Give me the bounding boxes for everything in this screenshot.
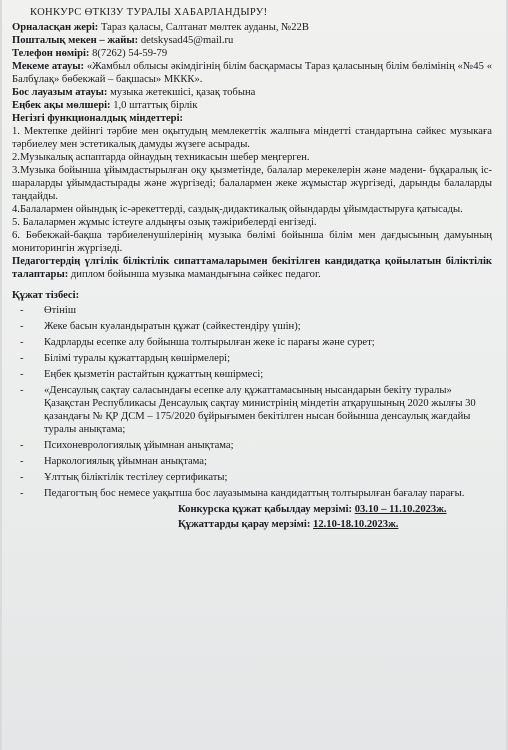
salary-label: Еңбек ақы мөлшері: xyxy=(12,100,111,111)
organization-value: «Жамбыл облысы әкімдігінің білім басқармасы Тараз қаласының білім бөлімінің «№45 « Балбұлақ» бөбекжай – бақшасы» МККК». xyxy=(12,61,492,85)
organization-line xyxy=(12,60,492,86)
document-text: Еңбек қызметін растайтын құжаттың көшірмесі; xyxy=(44,369,264,380)
email-line xyxy=(12,34,492,47)
documents-list xyxy=(12,304,492,500)
documents-header: Құжат тізбесі: xyxy=(12,290,80,301)
qualification-label: Педагогтердің үлгілік біліктілік сипаттамаларымен бекітілген кандидатқа қойылатын біліктілік талаптары: xyxy=(12,256,492,280)
salary-line xyxy=(12,99,492,112)
vacancy-label: Бос лауазым атауы: xyxy=(12,87,108,98)
organization-label: Мекеме атауы: xyxy=(12,61,85,72)
announcement-page xyxy=(2,0,506,750)
document-text: Өтініш xyxy=(44,305,76,316)
document-text: Ұлттық біліктілік тестілеу сертификаты; xyxy=(44,472,228,483)
review-deadline xyxy=(178,518,492,531)
duty-item: 4.Балалармен ойындық іс-әрекеттерді, саздық-дидактикалық ойындарды ұйымдастыруға қатысады. xyxy=(12,204,463,215)
qualification-value: диплом бойынша музыка мамандығына сәйкес педагог. xyxy=(68,269,321,280)
submission-label: Конкурска құжат қабылдау мерзімі: xyxy=(178,504,355,515)
duty-item: 1. Мектепке дейінгі тәрбие мен оқытудың мемлекеттік жалпыға міндетті стандартына сәйкес музыкаға тәрбиелеу мен эстетикалық дамуды жүзеге асырады. xyxy=(12,126,492,150)
qualification-line xyxy=(12,255,492,281)
list-item: - Кадрларды есепке алу бойынша толтырылған жеке іс парағы және сурет; xyxy=(20,337,375,348)
document-text: Кадрларды есепке алу бойынша толтырылған жеке іс парағы және сурет; xyxy=(44,337,375,348)
list-item: - Ұлттық біліктілік тестілеу сертификаты; xyxy=(20,472,228,483)
duties-header: Негізгі функционалдық міндеттері: xyxy=(12,113,184,124)
location-line xyxy=(12,21,492,34)
duty-item: 6. Бөбекжай-бақша тәрбиеленушілерінің музыка бөлімі бойынша білім мен дағдысының дамуының мониторингін жүргізеді. xyxy=(12,230,492,254)
submission-dates: 03.10 – 11.10.2023ж. xyxy=(354,504,447,515)
list-item: - Педагогтың бос немесе уақытша бос лауазымына кандидаттың толтырылған бағалау парағы. xyxy=(20,488,465,499)
salary-value: 1,0 штаттық бірлік xyxy=(110,100,198,111)
document-text: Жеке басын куәландыратын құжат (сәйкестендіру үшін); xyxy=(44,321,301,332)
document-text: Білімі туралы құжаттардың көшірмелері; xyxy=(44,353,231,364)
submission-deadline xyxy=(178,503,492,516)
list-item: - Жеке басын куәландыратын құжат (сәйкестендіру үшін); xyxy=(20,321,301,332)
list-item: - «Денсаулық сақтау саласындағы есепке алу құжаттамасының нысандарын бекіту туралы» Қазақстан Республикасы Денсаулық сақтау министрінің міндетін атқарушының 2020 жылғы 30 қазандағы № ҚР ДСМ – 175/2020 бұйрығымен бекітілген нысан бойынша денсаулық жағдайы туралы анықтама; xyxy=(20,385,476,435)
list-item: - Білімі туралы құжаттардың көшірмелері; xyxy=(20,353,231,364)
review-label: Құжаттарды қарау мерзімі: xyxy=(178,519,314,530)
duty-item: 5. Балалармен жұмыс істеуге алдыңғы озық тәжірибелерді енгізеді. xyxy=(12,217,317,228)
duty-item: 3.Музыка бойынша ұйымдастырылған оқу қызметінде, балалар мерекелерін және мәдени- бұқаралық іс-шараларды ұйымдастырады және жүргізеді; балалармен жеке жұмыстар жүргізеді, дарынды балаларды таңдайды. xyxy=(12,165,492,202)
email-label: Пошталық мекен – жайы: xyxy=(12,35,139,46)
document-text: Психоневрологиялық ұйымнан анықтама; xyxy=(44,440,234,451)
page-title: КОНКУРС ӨТКІЗУ ТУРАЛЫ ХАБАРЛАНДЫРУ! xyxy=(30,7,268,18)
vacancy-value: музыка жетекшісі, қазақ тобына xyxy=(107,87,256,98)
deadlines-block xyxy=(12,503,492,531)
phone-line xyxy=(12,47,492,60)
document-text: Педагогтың бос немесе уақытша бос лауазымына кандидаттың толтырылған бағалау парағы. xyxy=(44,488,465,499)
location-label: Орналасқан жері: xyxy=(12,22,99,33)
location-value: Тараз қаласы, Салтанат мөлтек ауданы, №22В xyxy=(98,22,309,33)
list-item: - Өтініш xyxy=(20,305,76,316)
list-item: - Еңбек қызметін растайтын құжаттың көшірмесі; xyxy=(20,369,264,380)
list-item: - Психоневрологиялық ұйымнан анықтама; xyxy=(20,440,234,451)
phone-value: 8(7262) 54-59-79 xyxy=(89,48,168,59)
review-dates: 12.10-18.10.2023ж. xyxy=(313,519,399,530)
phone-label: Телефон нөмірі: xyxy=(12,48,90,59)
list-item: - Наркологиялық ұйымнан анықтама; xyxy=(20,456,207,467)
vacancy-line xyxy=(12,86,492,99)
duty-item: 2.Музыкалық аспаптарда ойнаудың техникасын шебер меңгерген. xyxy=(12,152,310,163)
email-value: detskysad45@mail.ru xyxy=(138,35,234,46)
document-text: «Денсаулық сақтау саласындағы есепке алу құжаттамасының нысандарын бекіту туралы» Қазақстан Республикасы Денсаулық сақтау министрінің міндетін атқарушының 2020 жылғы 30 қазандағы № ҚР ДСМ – 175/2020 бұйрығымен бекітілген нысан бойынша денсаулық жағдайы туралы анықтама; xyxy=(44,385,476,435)
document-text: Наркологиялық ұйымнан анықтама; xyxy=(44,456,207,467)
